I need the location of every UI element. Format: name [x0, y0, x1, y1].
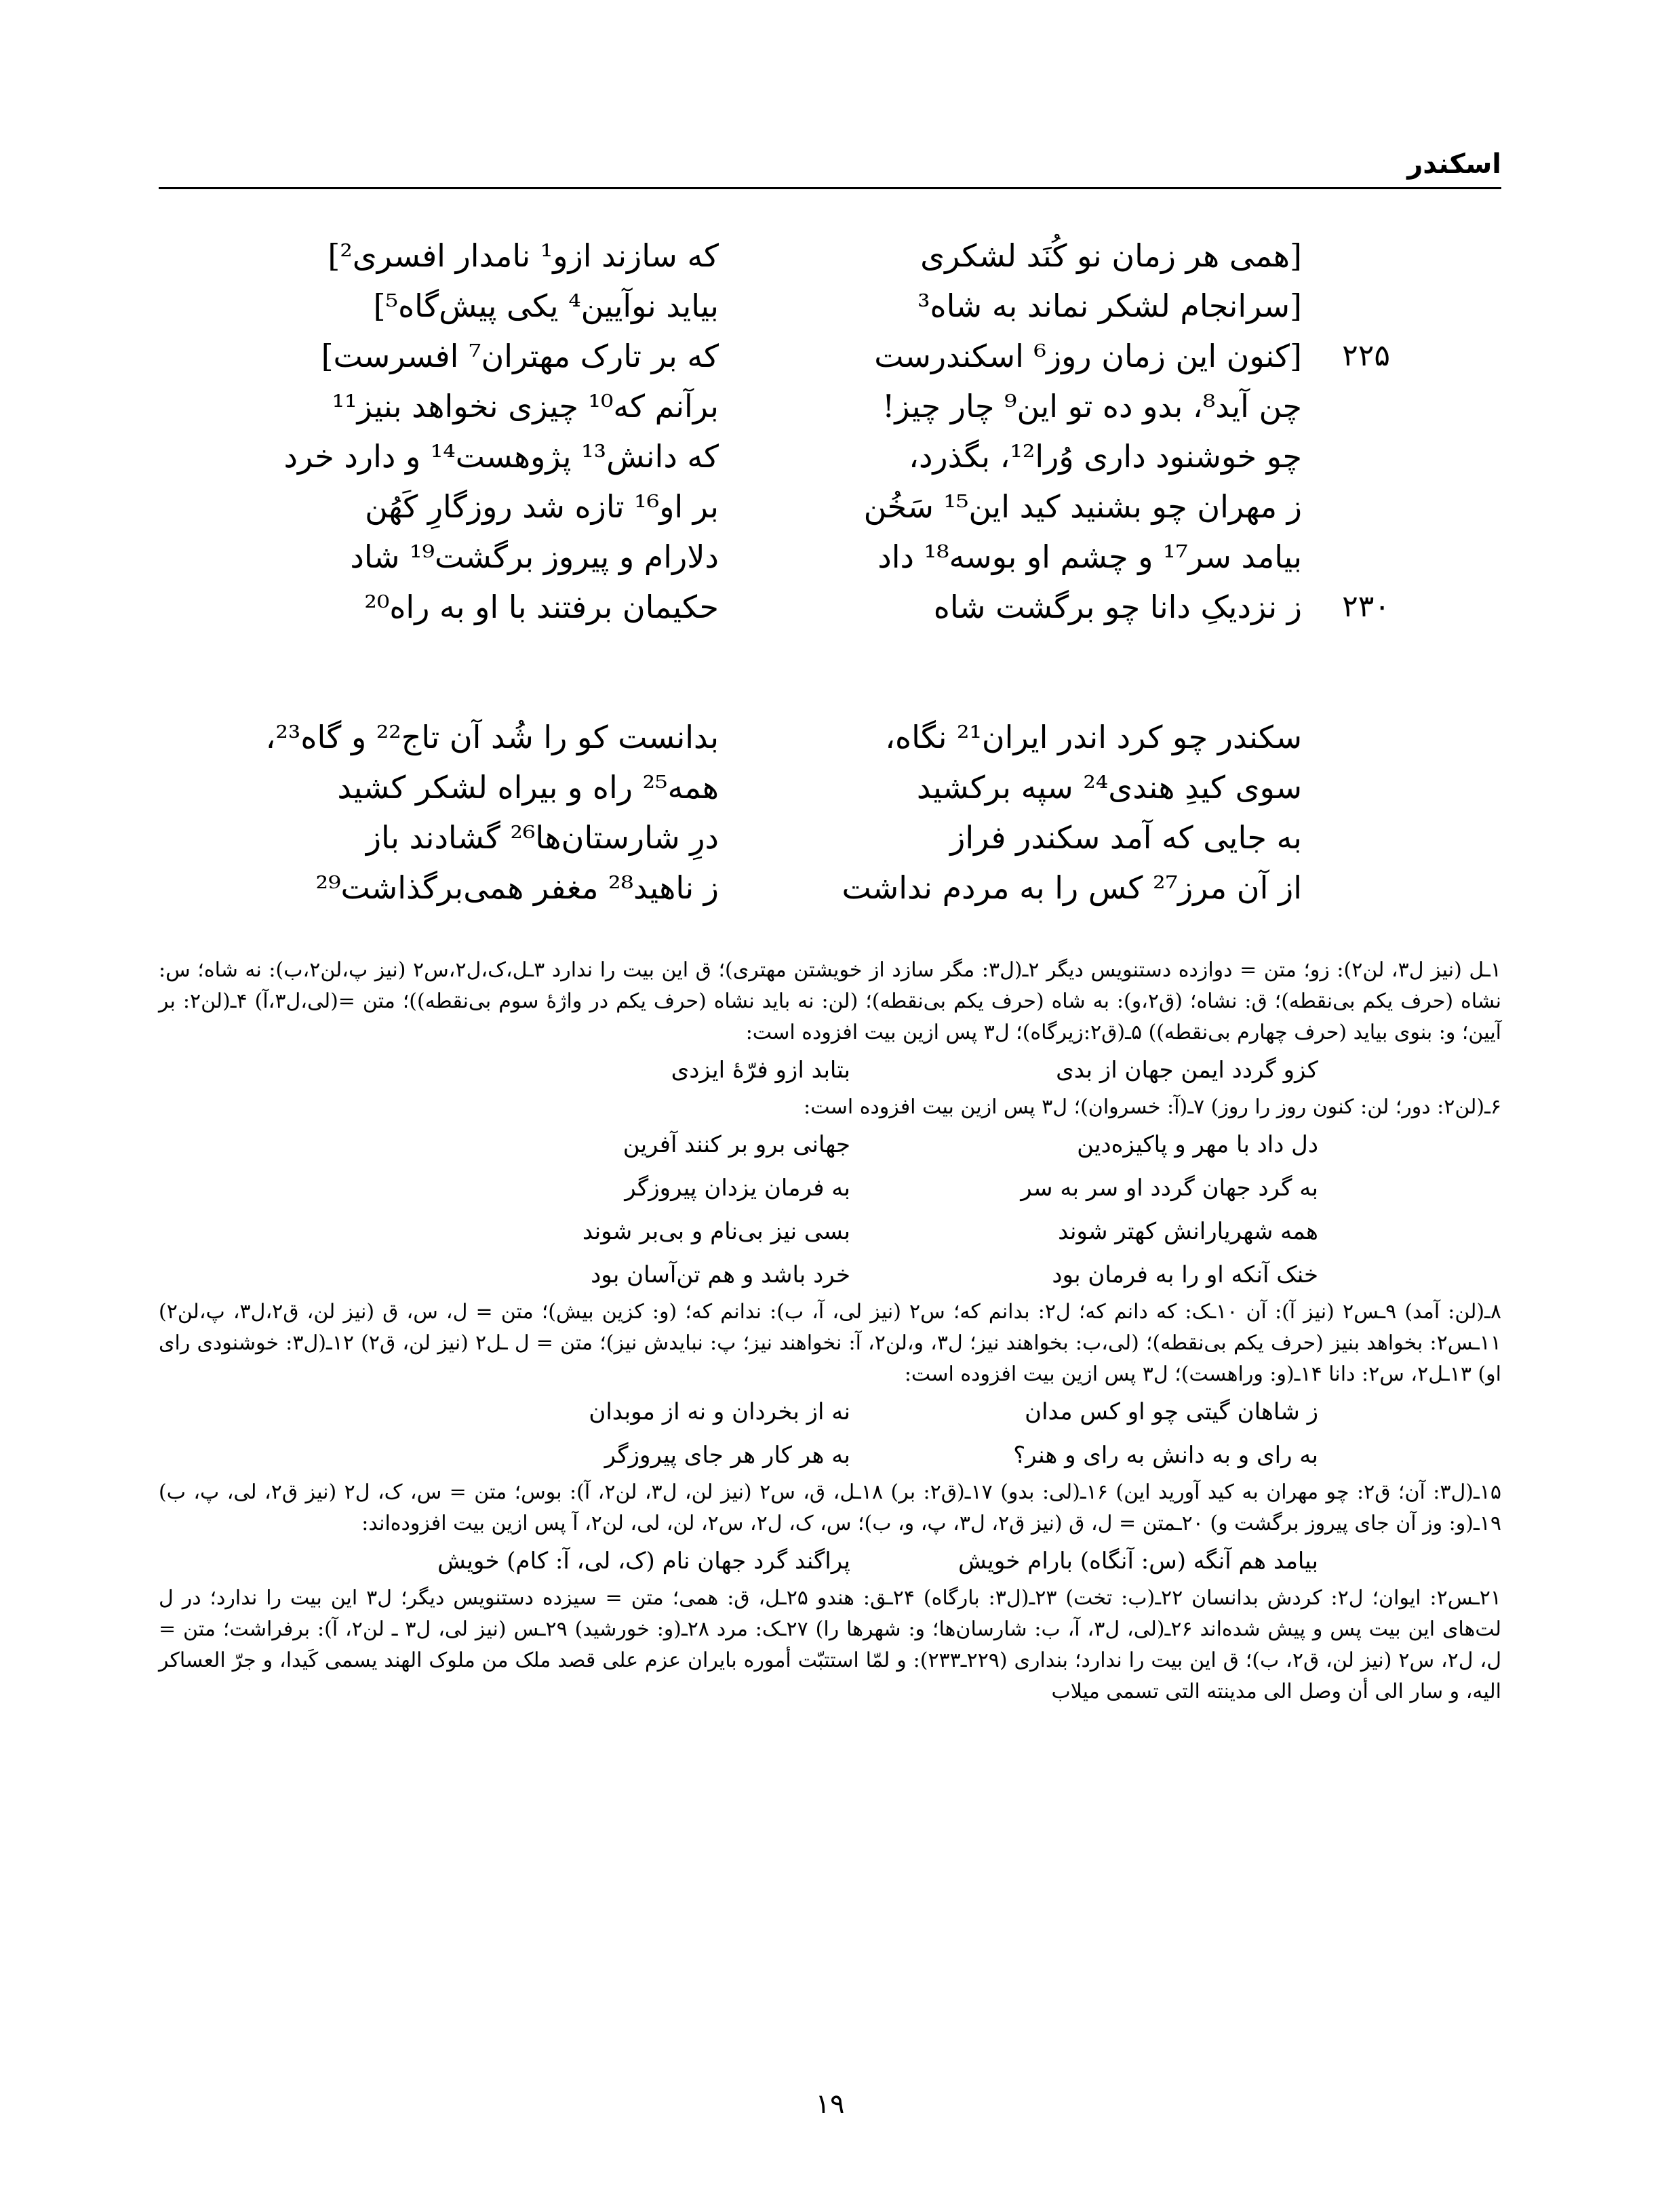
verse-row — [237, 863, 1390, 913]
verse-row — [237, 762, 1390, 812]
footnote-verse — [159, 1123, 1501, 1166]
poem-stanza-1 — [237, 231, 1390, 632]
footnote-verse — [159, 1539, 1501, 1583]
hemistich-left: به فرمان یزدان پیروزگر — [625, 1174, 850, 1202]
hemistich-left: خرد باشد و هم تن‌آسان بود — [591, 1261, 850, 1288]
verse-row — [237, 231, 1390, 281]
verse-row — [237, 381, 1390, 431]
running-header — [159, 144, 1501, 184]
poem-stanza-2 — [237, 712, 1390, 913]
footnote-verse — [159, 1166, 1501, 1210]
hemistich-right: به رای و به دانش به رای و هنر؟ — [1013, 1442, 1318, 1469]
footnote-verse — [159, 1434, 1501, 1477]
page-number: ۱۹ — [815, 2089, 845, 2120]
verse-row — [237, 582, 1390, 632]
hemistich-left: حکیمان برفتند با او به راه²⁰ — [364, 589, 719, 625]
hemistich-right: همه شهریارانش کهتر شوند — [1058, 1218, 1318, 1245]
hemistich-left: بر او¹⁶ تازه شد روزگارِ کَهُن — [365, 488, 719, 525]
hemistich-left: همه²⁵ راه و بیراه لشکر کشید — [337, 769, 719, 806]
hemistich-left: به هر کار هر جای پیروزگر — [604, 1442, 850, 1469]
hemistich-left: بتابد ازو فرّهٔ ایزدی — [671, 1056, 850, 1084]
hemistich-right: سکندر چو کرد اندر ایران²¹ نگاه، — [885, 719, 1302, 755]
hemistich-left: که سازند ازو¹ نامدار افسری²] — [328, 237, 719, 274]
verse-row — [237, 481, 1390, 532]
hemistich-left: ز ناهید²⁸ مغفر همی‌برگذاشت²⁹ — [315, 869, 719, 906]
footnote-paragraph: ۶ـ(لن۲: دور؛ لن: کنون روز را روز) ۷ـ(آ: خسروان)؛ ل۳ پس ازین بیت افزوده است: — [804, 1095, 1501, 1119]
hemistich-right: [همی هر زمان نو کُنَد لشکری — [920, 237, 1302, 274]
footnote-paragraph: ۱ـل (نیز ل۳، لن۲): زو؛ متن = دوازده دستنویس دیگر ۲ـ(ل۳: مگر سازد از خویشتن مهتری)؛ ق این بیت را ندارد ۳ـل،ک،ل۲،س۲ (نیز پ،لن۲،ب): نه شاه؛ س: نشاه (حرف یکم بی‌نقطه)؛ ق: نشاه؛ (ق۲،و): به شاه (حرف یکم بی‌نقطه)؛ (لن: نه باید نشاه (حرف یکم در واژهٔ سوم بی‌نقطه))؛ متن =(لی،ل۳،آ) ۴ـ(لن۲: بر آیین؛ و: بنوی بیاید (حرف چهارم بی‌نقطه)) ۵ـ(ق۲:زیرگاه)؛ ل۳ پس ازین بیت افزوده است: — [159, 958, 1502, 1044]
hemistich-right: ز مهران چو بشنید کید این¹⁵ سَخُن — [863, 488, 1302, 525]
hemistich-left: پراگند گرد جهان نام (ک، لی، آ: کام) خویش — [437, 1547, 850, 1575]
hemistich-right: [سرانجام لشکر نماند به شاه³ — [917, 288, 1302, 324]
verse-number: ۲۳۰ — [1342, 589, 1390, 624]
hemistich-left: که دانش¹³ پژوهست¹⁴ و دارد خرد — [283, 438, 719, 475]
hemistich-right: چو خوشنود داری وُرا¹²، بگذرد، — [909, 438, 1302, 475]
hemistich-right: خنک آنکه او را به فرمان بود — [1052, 1261, 1318, 1288]
hemistich-left: دلارام و پیروز برگشت¹⁹ شاد — [350, 538, 719, 575]
verse-row — [237, 331, 1390, 381]
verse-row — [237, 281, 1390, 331]
footnote-paragraph: ۱۵ـ(ل۳: آن؛ ق۲: چو مهران به کید آورید این) ۱۶ـ(لی: بدو) ۱۷ـ(ق۲: بر) ۱۸ـل، ق، س۲ (نیز لن، ل۳، لن۲، آ): بوس؛ متن = س، ک، ل۲ (نیز ق۲، لی، پ، ب) ۱۹ـ(و: وز آن جای پیروز برگشت و) ۲۰ـمتن = ل، ق (نیز ق۲، ل۳، پ، و، ب)؛ س، ک، ل۲، س۲، لن، لی، لن۲، آ پس ازین بیت افزوده‌اند: — [159, 1480, 1502, 1535]
footnote-paragraph: ۲۱ـس۲: ایوان؛ ل۲: کردش بدانسان ۲۲ـ(ب: تخت) ۲۳ـ(ل۳: بارگاه) ۲۴ـق: هندو ۲۵ـل، ق: همی؛ متن = سیزده دستنویس دیگر؛ ل۳ این بیت را ندارد؛ در ل لت‌های این بیت پس و پیش شده‌اند ۲۶ـ(لی، ل۳، آ، ب: شارسان‌ها؛ و: شهرها را) ۲۷ـک: مرد ۲۸ـ(و: خورشید) ۲۹ـس (نیز لی، ل۳ ـ لن۲، آ): برفراشت؛ متن = ل، ل۲، س۲ (نیز لن، ق۲، ب)؛ ق این بیت را ندارد؛ بنداری (۲۲۹ـ۲۳۳): و لمّا استتبّت أموره بایران عزم علی قصد ملک من ملوک الهند یسمی کَیدا، و جرّ العساکر الیه، و سار الی أن وصل الی مدینته التی تسمی میلاب — [159, 1586, 1501, 1703]
hemistich-right: کزو گردد ایمن جهان از بدی — [1056, 1056, 1318, 1084]
verse-row — [237, 812, 1390, 863]
footnote-verse — [159, 1253, 1501, 1297]
footnote-verse — [159, 1210, 1501, 1253]
hemistich-left: جهانی برو بر کنند آفرین — [622, 1131, 850, 1158]
hemistich-right: به گرد جهان گردد او سر به سر — [1021, 1174, 1318, 1202]
footnote-verse — [159, 1048, 1501, 1092]
verse-row — [237, 712, 1390, 762]
hemistich-left: برآنم که¹⁰ چیزی نخواهد بنیز¹¹ — [332, 388, 719, 424]
verse-row — [237, 532, 1390, 582]
header-rule — [159, 187, 1501, 189]
footnotes — [159, 955, 1501, 1707]
verse-number: ۲۲۵ — [1342, 338, 1390, 373]
hemistich-right: به جایی که آمد سکندر فراز — [950, 819, 1302, 856]
footnote-verse — [159, 1390, 1501, 1434]
hemistich-right: از آن مرز²⁷ کس را به مردم نداشت — [842, 869, 1302, 906]
hemistich-right: سوی کیدِ هندی²⁴ سپه برکشید — [916, 769, 1302, 806]
hemistich-right: دل داد با مهر و پاکیزه‌دین — [1077, 1131, 1318, 1158]
chapter-title: اسکندر — [1407, 149, 1501, 180]
hemistich-right: [کنون این زمان روز⁶ اسکندرست — [874, 338, 1302, 374]
hemistich-right: بیامد سر¹⁷ و چشم او بوسه¹⁸ داد — [877, 538, 1302, 575]
hemistich-right: ز شاهان گیتی چو او کس مدان — [1025, 1398, 1318, 1425]
hemistich-left: نه از بخردان و نه از موبدان — [589, 1398, 850, 1425]
hemistich-left: بدانست کو را شُد آن تاج²² و گاه²³، — [265, 719, 719, 755]
hemistich-right: بیامد هم آنگه (س: آنگاه) بارام خویش — [958, 1547, 1318, 1575]
hemistich-right: چن آید⁸، بدو ده تو این⁹ چار چیز! — [882, 388, 1302, 424]
hemistich-right: ز نزدیکِ دانا چو برگشت شاه — [933, 589, 1302, 625]
hemistich-left: درِ شارستان‌ها²⁶ گشادند باز — [365, 819, 719, 856]
hemistich-left: که بر تارک مهتران⁷ افسرست] — [321, 338, 719, 374]
footnote-paragraph: ۸ـ(لن: آمد) ۹ـس۲ (نیز آ): آن ۱۰ـک: که دانم که؛ ل۲: بدانم که؛ س۲ (نیز لی، آ، ب): ندانم که؛ (و: کزین بیش)؛ متن = ل، س، ق (نیز لن، ق۲،ل۳، پ،لن۲) ۱۱ـس۲: بخواهد بنیز (حرف یکم بی‌نقطه)؛ (لی،ب: بخواهند نیز؛ ل۳، و،لن۲، آ: نخواهند نیز؛ پ: نبایدش نیز)؛ متن = ل ـل۲ (نیز لن، ق۲) ۱۲ـ(ل۳: خوشنودی رای او) ۱۳ـل۲، س۲: دانا ۱۴ـ(و: وراهست)؛ ل۳ پس ازین بیت افزوده است: — [159, 1300, 1501, 1386]
verse-row — [237, 431, 1390, 481]
hemistich-left: بسی نیز بی‌نام و بی‌بر شوند — [582, 1218, 850, 1245]
hemistich-left: بیاید نوآیین⁴ یکی پیش‌گاه⁵] — [373, 288, 719, 324]
